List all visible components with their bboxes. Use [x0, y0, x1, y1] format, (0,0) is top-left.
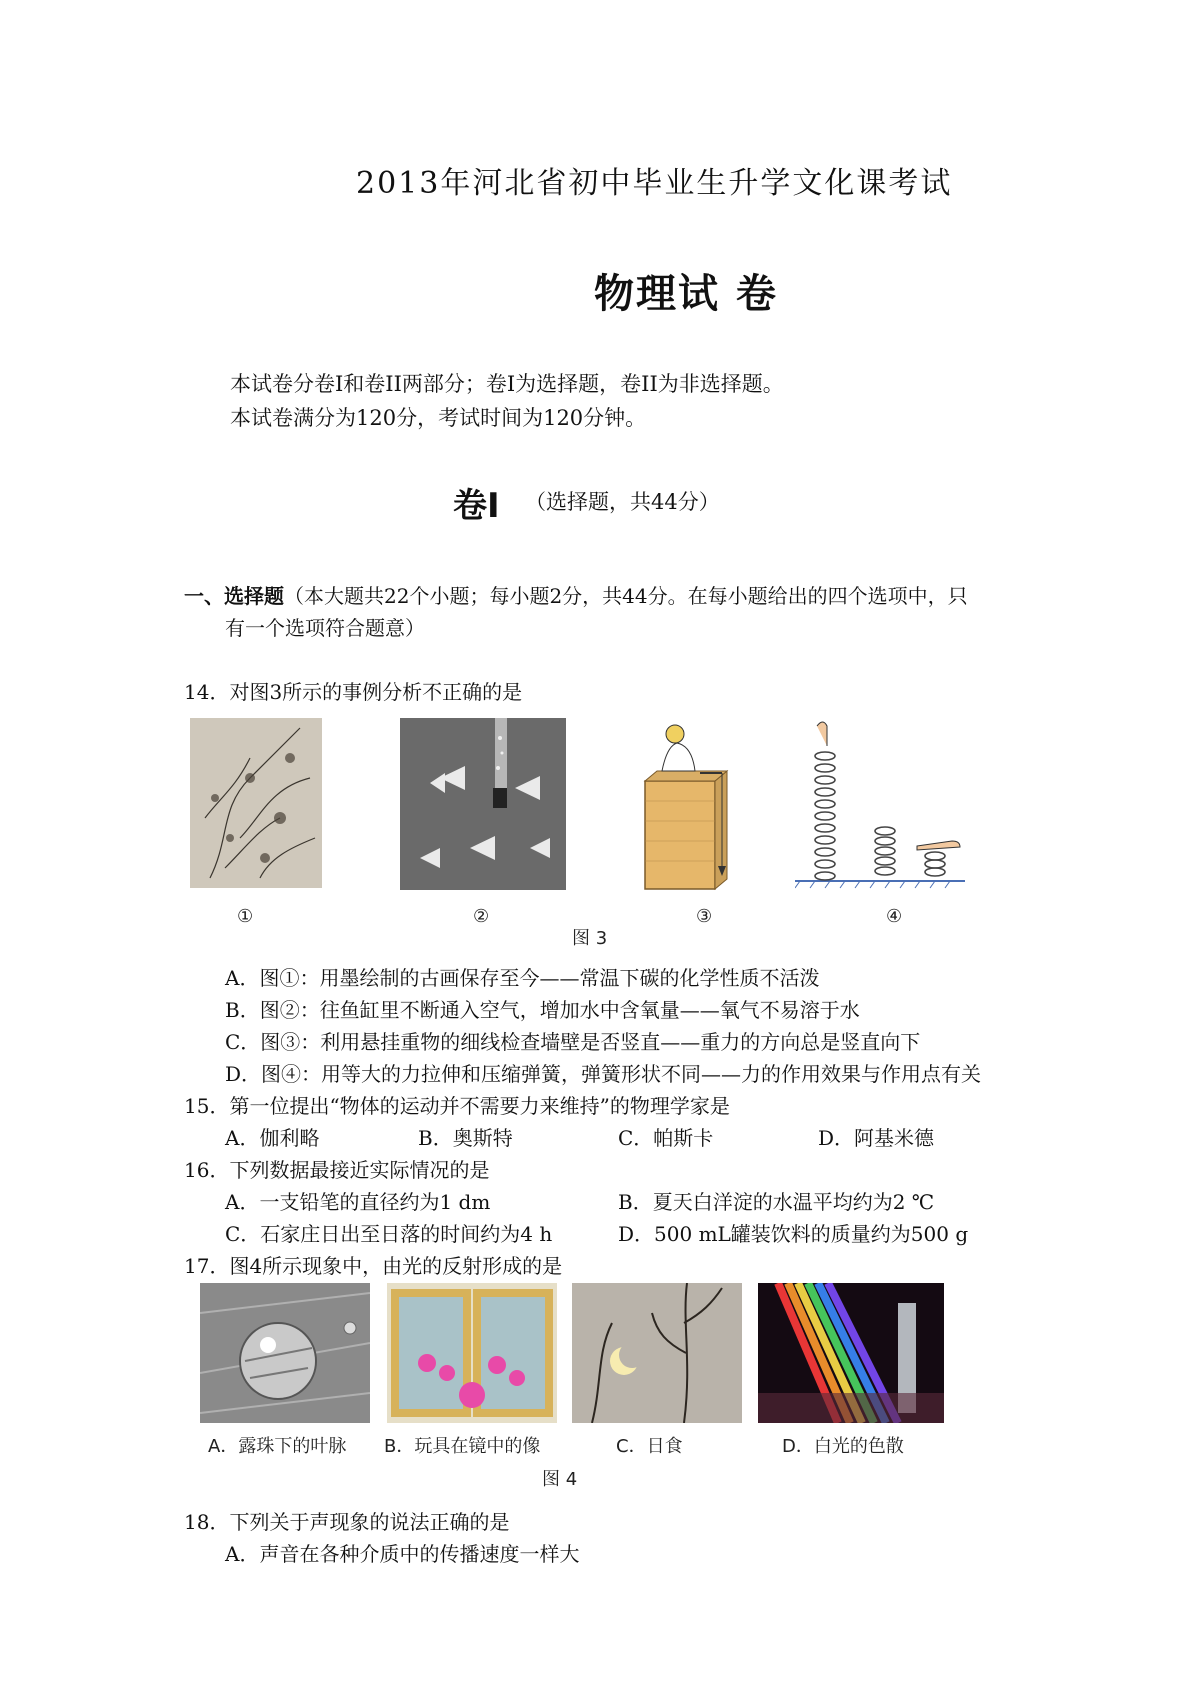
q14-figure-caption: 图 3 [572, 928, 608, 949]
q14-option-c: C．图③：利用悬挂重物的细线检查墙壁是否竖直——重力的方向总是竖直向下 [225, 1030, 921, 1054]
part-one-desc-2: 有一个选项符合题意） [225, 616, 425, 640]
q18-stem: 18．下列关于声现象的说法正确的是 [184, 1510, 510, 1534]
q17-stem: 17．图4所示现象中，由光的反射形成的是 [184, 1254, 563, 1278]
section-note: （选择题，共44分） [525, 490, 720, 514]
q14-figure-fish-tank [400, 718, 566, 890]
q14-figure-label-4: ④ [886, 906, 903, 927]
q14-figure-springs [795, 716, 965, 892]
q14-option-b: B．图②：往鱼缸里不断通入空气，增加水中含氧量——氧气不易溶于水 [225, 998, 860, 1022]
q17-figure-caption: 图 4 [542, 1469, 578, 1490]
q17-figure-eclipse [572, 1283, 742, 1423]
q15-option-d: D．阿基米德 [818, 1126, 935, 1150]
intro-line-1: 本试卷分卷Ⅰ和卷II两部分；卷Ⅰ为选择题，卷II为非选择题。 [230, 372, 784, 396]
q14-option-a: A．图①：用墨绘制的古画保存至今——常温下碳的化学性质不活泼 [225, 966, 820, 990]
q15-option-a: A．伽利略 [225, 1126, 320, 1150]
q16-option-a: A．一支铅笔的直径约为1 dm [225, 1190, 491, 1214]
q15-option-c: C．帕斯卡 [618, 1126, 714, 1150]
q14-figure-label-3: ③ [696, 906, 713, 927]
q16-option-d: D．500 mL罐装饮料的质量约为500 g [618, 1222, 969, 1246]
part-one-head: 一、选择题 [184, 584, 284, 608]
q17-figure-label-a: A．露珠下的叶脉 [208, 1436, 347, 1457]
q16-option-b: B．夏天白洋淀的水温平均约为2 ℃ [618, 1190, 935, 1214]
q16-stem: 16．下列数据最接近实际情况的是 [184, 1158, 490, 1182]
section-title: 卷Ⅰ [453, 486, 500, 526]
q18-option-a: A．声音在各种介质中的传播速度一样大 [225, 1542, 580, 1566]
q17-figure-label-d: D．白光的色散 [782, 1436, 904, 1457]
intro-line-2: 本试卷满分为120分，考试时间为120分钟。 [230, 406, 647, 430]
q14-figure-plumb-line [630, 716, 740, 892]
q17-figure-dewdrop [200, 1283, 370, 1423]
part-one-line-1 [184, 580, 968, 609]
q14-stem: 14．对图3所示的事例分析不正确的是 [184, 680, 523, 704]
q15-stem: 15．第一位提出“物体的运动并不需要力来维持”的物理学家是 [184, 1094, 730, 1118]
q14-figure-label-2: ② [473, 906, 490, 927]
exam-subtitle: 物理试 卷 [594, 271, 778, 317]
q17-figure-label-b: B．玩具在镜中的像 [384, 1436, 541, 1457]
exam-title: 2013年河北省初中毕业生升学文化课考试 [356, 166, 953, 201]
part-one-desc-1: （本大题共22个小题；每小题2分，共44分。在每小题给出的四个选项中，只 [284, 584, 968, 608]
q15-option-b: B．奥斯特 [418, 1126, 513, 1150]
q17-figure-dispersion [758, 1283, 944, 1423]
q14-figure-label-1: ① [237, 906, 254, 927]
q14-option-d: D．图④：用等大的力拉伸和压缩弹簧，弹簧形状不同——力的作用效果与作用点有关 [225, 1062, 982, 1086]
q16-option-c: C．石家庄日出至日落的时间约为4 h [225, 1222, 553, 1246]
q17-figure-mirror-toys [387, 1283, 557, 1423]
q14-figure-ink-painting [190, 718, 322, 888]
q17-figure-label-c: C．日食 [616, 1436, 683, 1457]
